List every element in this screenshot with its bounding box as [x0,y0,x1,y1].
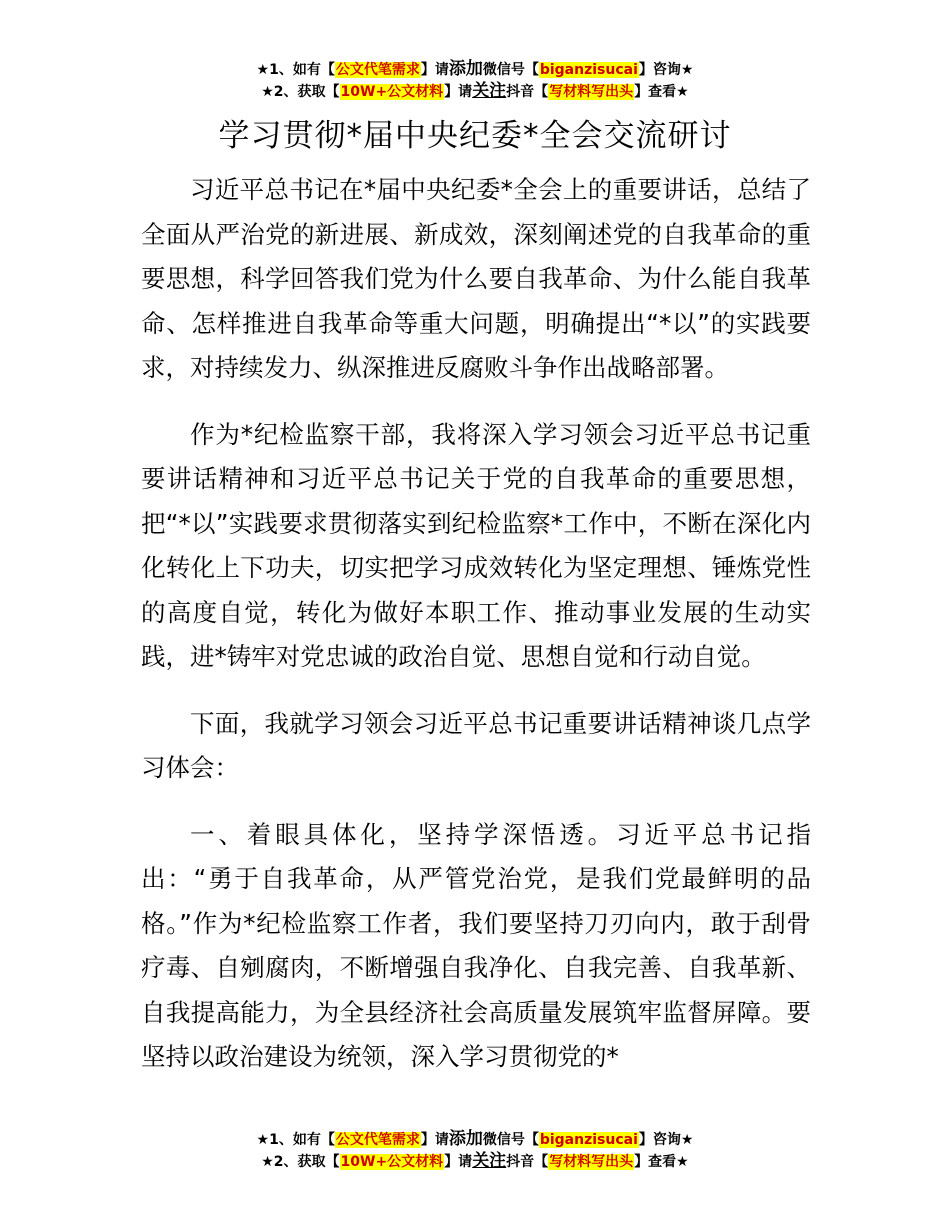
banner-emphasis: 添加 [448,1129,483,1149]
header-banner [0,58,950,102]
footer-banner [0,1128,950,1172]
banner-text: ★2、获取【 [261,84,340,100]
highlight-wechat-id: biganzisucai [539,1132,638,1148]
document-body [141,168,811,1102]
highlight-materials: 10W+公文材料 [340,1154,444,1170]
banner-line-1 [0,58,950,80]
banner-line-1 [0,1128,950,1150]
body-paragraph: 习近平总书记在*届中央纪委*全会上的重要讲话，总结了全面从严治党的新进展、新成效，深刻阐述党的自我革命的重要思想，科学回答我们党为什么要自我革命、为什么能自我革命、怎样推进自我革命等重大问题，明确提出“*以”的实践要求，对持续发力、纵深推进反腐败斗争作出战略部署。 [141,175,811,382]
banner-emphasis: 关注 [472,81,507,101]
banner-emphasis: 关注 [472,1151,507,1171]
highlight-materials: 10W+公文材料 [340,84,444,100]
banner-line-2 [0,1150,950,1172]
banner-text: 】请 [420,1132,449,1148]
banner-text: 】请 [444,84,473,100]
banner-emphasis: 添加 [448,59,483,79]
body-paragraph: 作为*纪检监察干部，我将深入学习领会习近平总书记重要讲话精神和习近平总书记关于党的自我革命的重要思想，把“*以”实践要求贯彻落实到纪检监察*工作中，不断在深化内化转化上下功夫，切实把学习成效转化为坚定理想、锤炼党性的高度自觉，转化为做好本职工作、推动事业发展的生动实践，进*铸牢对党忠诚的政治自觉、思想自觉和行动自觉。 [141,419,811,671]
highlight-wechat-id: biganzisucai [539,62,638,78]
banner-text: 抖音【 [506,1154,549,1170]
banner-text: 微信号【 [482,1132,539,1148]
banner-text: 】请 [420,62,449,78]
banner-text: 抖音【 [506,84,549,100]
banner-text: 】请 [444,1154,473,1170]
highlight-service: 公文代笔需求 [335,62,420,78]
highlight-douyin-account: 写材料写出头 [549,84,634,100]
banner-text: 】查看★ [634,1154,689,1170]
banner-text: 】咨询★ [638,62,694,78]
banner-text: ★1、如有【 [256,1132,335,1148]
body-paragraph: 下面，我就学习领会习近平总书记重要讲话精神谈几点学习体会： [141,708,811,782]
highlight-service: 公文代笔需求 [335,1132,420,1148]
banner-text: 】咨询★ [638,1132,694,1148]
banner-text: ★2、获取【 [261,1154,340,1170]
highlight-douyin-account: 写材料写出头 [549,1154,634,1170]
banner-text: ★1、如有【 [256,62,335,78]
banner-text: 】查看★ [634,84,689,100]
body-paragraph: 一、着眼具体化，坚持学深悟透。习近平总书记指出：“勇于自我革命，从严管党治党，是我们党最鲜明的品格。”作为*纪检监察工作者，我们要坚持刀刃向内，敢于刮骨疗毒、自剜腐肉，不断增强自我净化、自我完善、自我革新、自我提高能力，为全县经济社会高质量发展筑牢监督屏障。要坚持以政治建设为统领，深入学习贯彻党的* [141,819,811,1071]
banner-line-2 [0,80,950,102]
banner-text: 微信号【 [482,62,539,78]
document-title: 学习贯彻*届中央纪委*全会交流研讨 [218,118,732,154]
